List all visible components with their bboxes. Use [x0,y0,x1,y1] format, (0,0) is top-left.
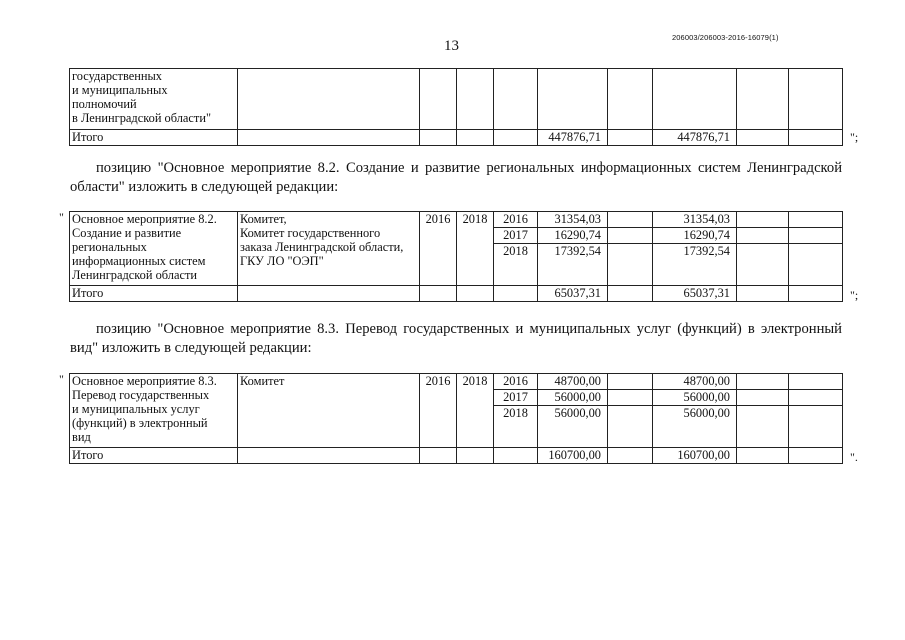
paragraph-8-2: позицию "Основное мероприятие 8.2. Создание и развитие региональных информационных систем Ленинградской области" изложить в следующей редакции: [70,160,842,195]
year: 2016 [494,374,538,390]
total-value: 160700,00 [538,448,608,464]
total-value: 48700,00 [538,374,608,390]
executor: Комитет [238,374,420,448]
year: 2016 [494,212,538,228]
total-value: 65037,31 [538,286,608,302]
year: 2018 [494,406,538,448]
total-value: 31354,03 [538,212,608,228]
total-value-regional: 160700,00 [653,448,737,464]
executor: Комитет, Комитет государственного заказа Ленинградской области, ГКУ ЛО "ОЭП" [238,212,420,286]
table-cell-name: государственных и муниципальных полномочий в Ленинградской области" [70,69,238,130]
table-continuation [69,68,843,146]
regional-value: 17392,54 [653,244,737,286]
regional-value: 31354,03 [653,212,737,228]
year: 2017 [494,390,538,406]
table-8-2 [69,211,843,302]
total-label: Итого [70,286,238,302]
regional-value: 56000,00 [653,390,737,406]
year: 2017 [494,228,538,244]
table-8-3 [69,373,843,464]
closing-quote: "; [850,130,859,144]
start-year: 2016 [420,212,457,286]
total-value: 17392,54 [538,244,608,286]
end-year: 2018 [457,374,494,448]
document-code: 206003/206003-2016-16079(1) [672,33,779,42]
closing-quote: "; [850,288,859,302]
closing-quote: ". [850,450,858,464]
opening-quote: " [59,210,64,224]
total-label: Итого [70,448,238,464]
total-value: 56000,00 [538,406,608,448]
activity-name: Основное мероприятие 8.3. Перевод государственных и муниципальных услуг (функций) в электронный вид [70,374,238,448]
regional-value: 56000,00 [653,406,737,448]
regional-value: 48700,00 [653,374,737,390]
regional-value: 16290,74 [653,228,737,244]
page-number: 13 [444,38,459,54]
total-label: Итого [70,130,238,146]
activity-name: Основное мероприятие 8.2. Создание и развитие региональных информационных систем Ленинградской области [70,212,238,286]
opening-quote: " [59,372,64,386]
total-value-regional: 447876,71 [653,130,737,146]
total-value: 56000,00 [538,390,608,406]
total-value: 16290,74 [538,228,608,244]
total-value: 447876,71 [538,130,608,146]
paragraph-8-3: позицию "Основное мероприятие 8.3. Перевод государственных и муниципальных услуг (функций) в электронный вид" изложить в следующей редакции: [70,321,842,356]
start-year: 2016 [420,374,457,448]
total-value-regional: 65037,31 [653,286,737,302]
year: 2018 [494,244,538,286]
end-year: 2018 [457,212,494,286]
